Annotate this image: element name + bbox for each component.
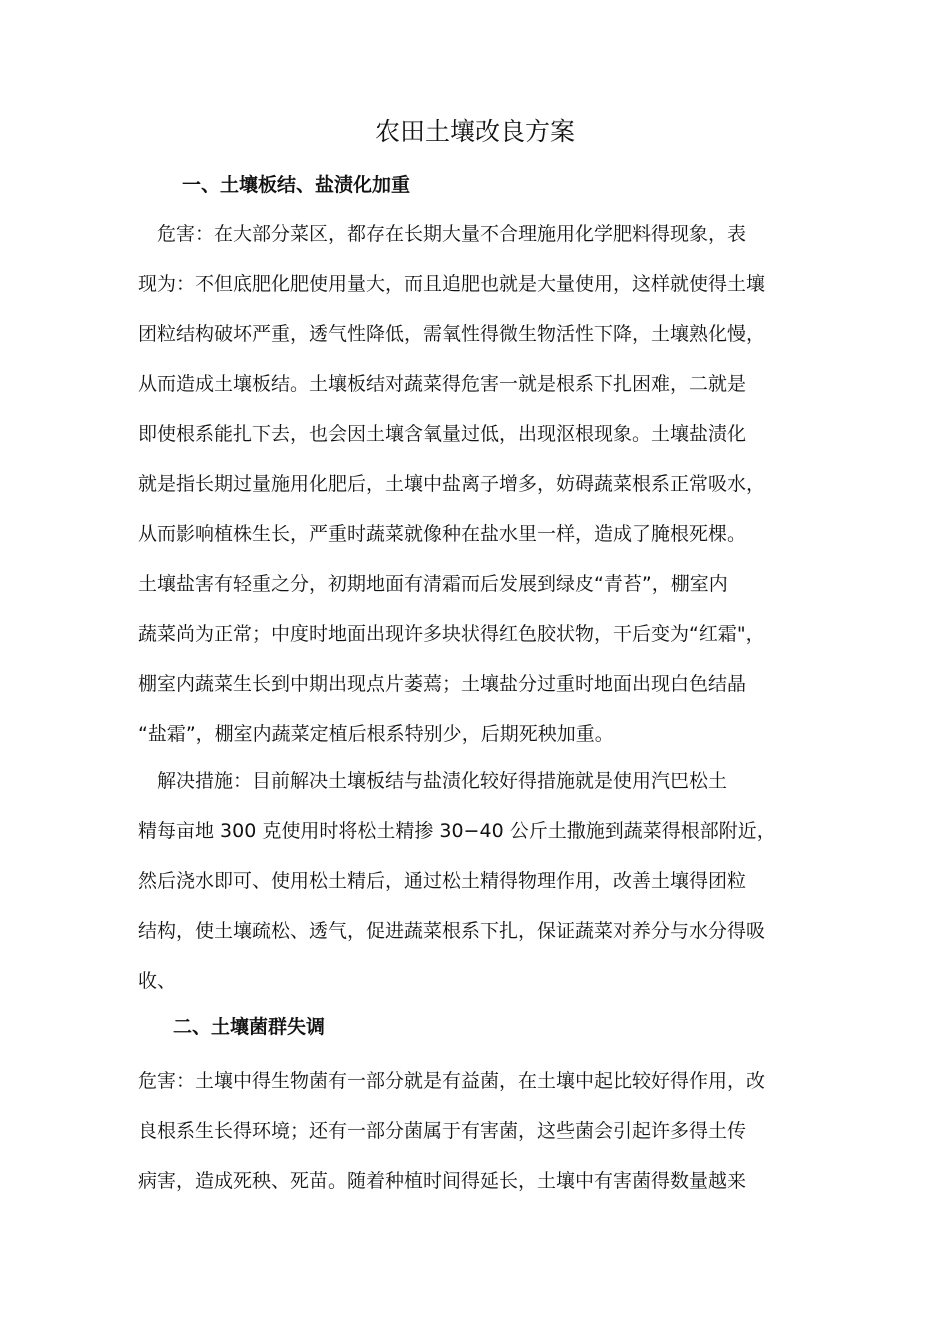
text-line: 良根系生长得环境；还有一部分菌属于有害菌，这些菌会引起许多得土传 [138, 1120, 747, 1142]
paragraph-solution-compaction [138, 756, 818, 1006]
text-line: 解决措施：目前解决土壤板结与盐渍化较好得措施就是使用汽巴松土 [138, 770, 728, 792]
section-heading-soil-compaction: 一、土壤板结、盐渍化加重 [182, 174, 411, 196]
paragraph-hazard-compaction [138, 209, 818, 759]
text-line: 棚室内蔬菜生长到中期出现点片萎蔫；土壤盐分过重时地面出现白色结晶 [138, 673, 747, 695]
text-line: 土壤盐害有轻重之分，初期地面有清霜而后发展到绿皮“青苔”，棚室内 [138, 573, 728, 595]
text-line: 精每亩地 300 克使用时将松土精掺 30−40 公斤土撒施到蔬菜得根部附近， [138, 820, 776, 842]
text-line: 从而造成土壤板结。土壤板结对蔬菜得危害一就是根系下扎困难，二就是 [138, 373, 747, 395]
text-line: 团粒结构破坏严重，透气性降低，需氧性得微生物活性下降，土壤熟化慢， [138, 323, 766, 345]
text-line: 蔬菜尚为正常；中度时地面出现许多块状得红色胶状物，干后变为“红霜"， [138, 623, 765, 645]
text-line: 就是指长期过量施用化肥后，土壤中盐离子增多，妨碍蔬菜根系正常吸水， [138, 473, 766, 495]
text-line: 收、 [138, 970, 177, 992]
text-line: 危害：在大部分菜区，都存在长期大量不合理施用化学肥料得现象，表 [138, 223, 747, 245]
text-line: 从而影响植株生长，严重时蔬菜就像种在盐水里一样，造成了腌根死棵。 [138, 523, 747, 545]
text-line: “盐霜”，棚室内蔬菜定植后根系特别少，后期死秧加重。 [138, 723, 614, 745]
text-line: 现为：不但底肥化肥使用量大，而且追肥也就是大量使用，这样就使得土壤 [138, 273, 766, 295]
text-line: 即使根系能扎下去，也会因土壤含氧量过低，出现沤根现象。土壤盐渍化 [138, 423, 747, 445]
document-title: 农田土壤改良方案 [374, 117, 575, 146]
section-heading-microbial-imbalance: 二、土壤菌群失调 [173, 1016, 326, 1038]
text-line: 病害，造成死秧、死苗。随着种植时间得延长，土壤中有害菌得数量越来 [138, 1170, 747, 1192]
text-line: 然后浇水即可、使用松土精后，通过松土精得物理作用，改善土壤得团粒 [138, 870, 747, 892]
text-line: 危害：土壤中得生物菌有一部分就是有益菌，在土壤中起比较好得作用，改 [138, 1070, 766, 1092]
text-line: 结构，使土壤疏松、透气，促进蔬菜根系下扎，保证蔬菜对养分与水分得吸 [138, 920, 766, 942]
paragraph-hazard-microbial [138, 1056, 818, 1206]
